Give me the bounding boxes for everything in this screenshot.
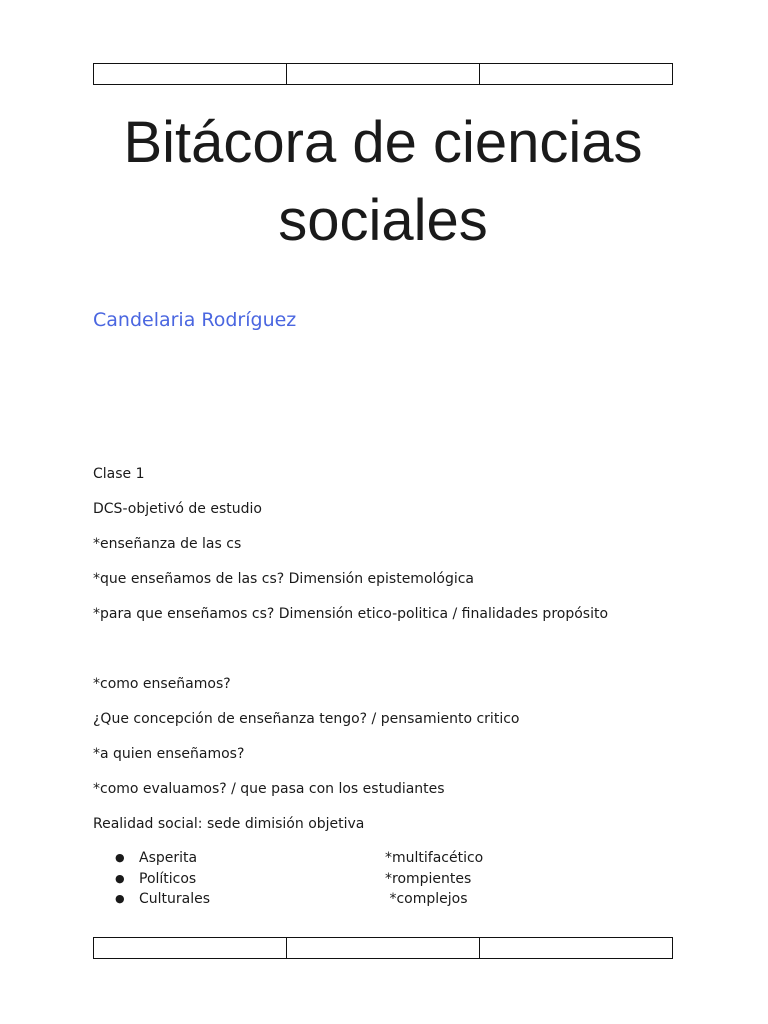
text-line: Realidad social: sede dimisión objetiva <box>93 816 365 832</box>
text-line: *enseñanza de las cs <box>93 536 242 552</box>
bullet-icon: ● <box>115 892 125 905</box>
text-line: *como enseñamos? <box>93 676 231 692</box>
bullet-item-note: *complejos <box>385 891 468 907</box>
footer-table-cell <box>480 938 672 958</box>
header-table-cell <box>94 64 287 84</box>
document-title: Bitácora de ciencias sociales <box>123 110 643 253</box>
list-item <box>93 870 673 891</box>
header-table <box>93 63 673 85</box>
bullet-list <box>93 849 673 911</box>
bullet-icon: ● <box>115 871 125 885</box>
text-line: Clase 1 <box>93 466 145 482</box>
footer-table-cell <box>287 938 480 958</box>
header-table-cell <box>287 64 480 84</box>
text-line: *que enseñamos de las cs? Dimensión epistemológica <box>93 571 475 587</box>
text-line: DCS-objetivó de estudio <box>93 501 262 517</box>
list-item <box>93 890 673 911</box>
text-line: *como evaluamos? / que pasa con los estudiantes <box>93 781 445 797</box>
document-author: Candelaria Rodríguez <box>93 309 297 331</box>
footer-table <box>93 937 673 959</box>
bullet-item-note: *rompientes <box>385 870 472 887</box>
bullet-item-note: *multifacético <box>385 850 484 866</box>
list-item <box>93 849 673 870</box>
footer-table-cell <box>94 938 287 958</box>
text-line: *para que enseñamos cs? Dimensión etico-politica / finalidades propósito <box>93 606 609 622</box>
bullet-item-text: Culturales <box>139 891 211 907</box>
bullet-icon: ● <box>115 851 125 864</box>
header-table-cell <box>480 64 672 84</box>
bullet-item-text: Asperita <box>139 850 198 866</box>
bullet-item-text: Políticos <box>139 870 197 887</box>
text-line: *a quien enseñamos? <box>93 746 245 762</box>
text-line: ¿Que concepción de enseñanza tengo? / pensamiento critico <box>93 711 520 727</box>
